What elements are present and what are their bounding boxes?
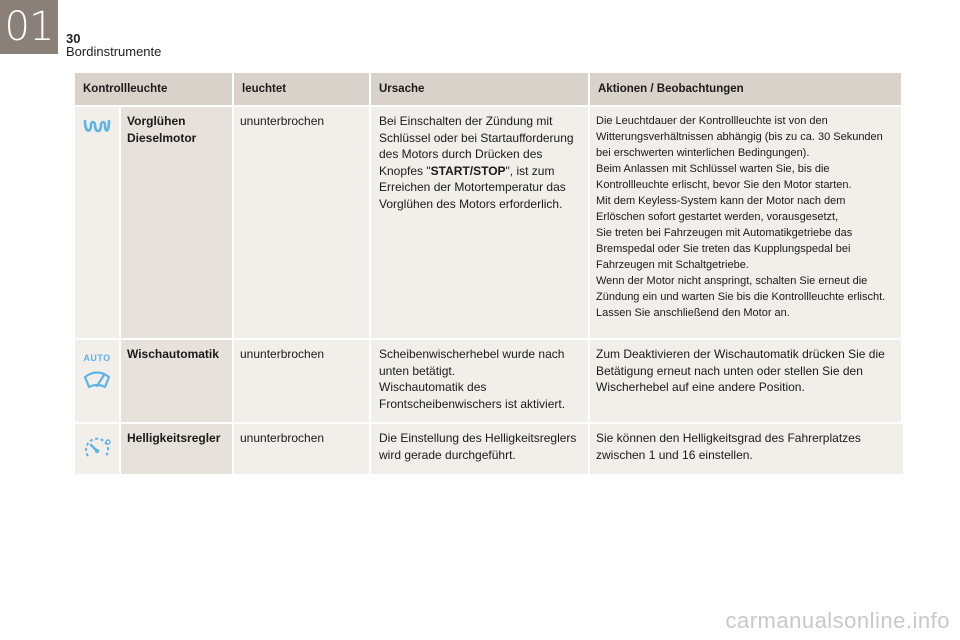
row-aktionen: Sie können den Helligkeitsgrad des Fahrerplatzes zwischen 1 und 16 einstellen. — [590, 422, 903, 474]
brightness-dial-icon — [82, 434, 112, 460]
row-leuchtet: ununterbrochen — [234, 422, 371, 474]
auto-label: AUTO — [83, 353, 111, 363]
row-ursache: Die Einstellung des Helligkeitsreglers wird gerade durchgeführt. — [371, 422, 590, 474]
row-ursache: Scheibenwischerhebel wurde nach unten betätigt. Wischautomatik des Frontscheibenwischers ist aktiviert. — [371, 338, 590, 422]
table-row-icon-cell — [75, 105, 121, 338]
row-name: Vorglühen Dieselmotor — [121, 105, 234, 338]
row-aktionen: Zum Deaktivieren der Wischautomatik drücken Sie die Betätigung erneut nach unten oder stellen Sie den Wischerhebel auf eine andere Position. — [590, 338, 903, 422]
aktion-line: Wenn der Motor nicht anspringt, schalten Sie erneut die Zündung ein und warten Sie bis die Kontrollleuchte erlischt. Lassen Sie anschließend den Motor an. — [596, 275, 886, 319]
header-ursache: Ursache — [371, 73, 590, 105]
header-leuchtet: leuchtet — [234, 73, 371, 105]
row-name: Wischautomatik — [121, 338, 234, 422]
row-ursache — [371, 105, 590, 338]
ursache-text-end: ", ist zum Erreichen der Motortemperatur das Vorglühen des Motors erforderlich. — [379, 163, 566, 211]
aktion-line: Die Leuchtdauer der Kontrollleuchte ist von den Witterungsverhältnissen abhängig (bis zu ca. 30 Sekunden bei erschwerten winterlichen Bedingungen). — [596, 115, 883, 159]
header-kontrollleuchte: Kontrollleuchte — [75, 73, 234, 105]
aktion-line: Sie treten bei Fahrzeugen mit Automatikgetriebe das Bremspedal oder Sie treten das Kupplungspedal bei Fahrzeugen mit Schaltgetriebe. — [596, 227, 853, 271]
glow-plug-icon — [82, 117, 112, 139]
row-leuchtet: ununterbrochen — [234, 338, 371, 422]
chapter-title: Bordinstrumente — [66, 44, 162, 59]
wiper-auto-icon — [82, 369, 112, 391]
aktion-line: Mit dem Keyless-System kann der Motor nach dem Erlöschen sofort gestartet werden, vorausgesetzt, — [596, 195, 846, 223]
chapter-number: 01 — [0, 0, 58, 54]
start-stop-label: START/STOP — [430, 163, 506, 178]
ursache-text: Bei Einschalten der Zündung mit Schlüssel oder bei Startaufforderung des Motors durch Drücken des Knopfes " — [379, 114, 574, 178]
page-number: 30 — [66, 31, 81, 46]
table-row-icon-cell — [75, 338, 121, 422]
table-row-icon-cell — [75, 422, 121, 474]
row-leuchtet: ununterbrochen — [234, 105, 371, 338]
header-aktionen: Aktionen / Beobachtungen — [590, 73, 903, 105]
aktion-line: Beim Anlassen mit Schlüssel warten Sie, bis die Kontrollleuchte erlischt, bevor Sie den Motor starten. — [596, 163, 852, 191]
warning-lights-table — [75, 73, 903, 474]
row-aktionen — [590, 105, 903, 338]
watermark: carmanualsonline.info — [725, 608, 950, 633]
row-name: Helligkeitsregler — [121, 422, 234, 474]
